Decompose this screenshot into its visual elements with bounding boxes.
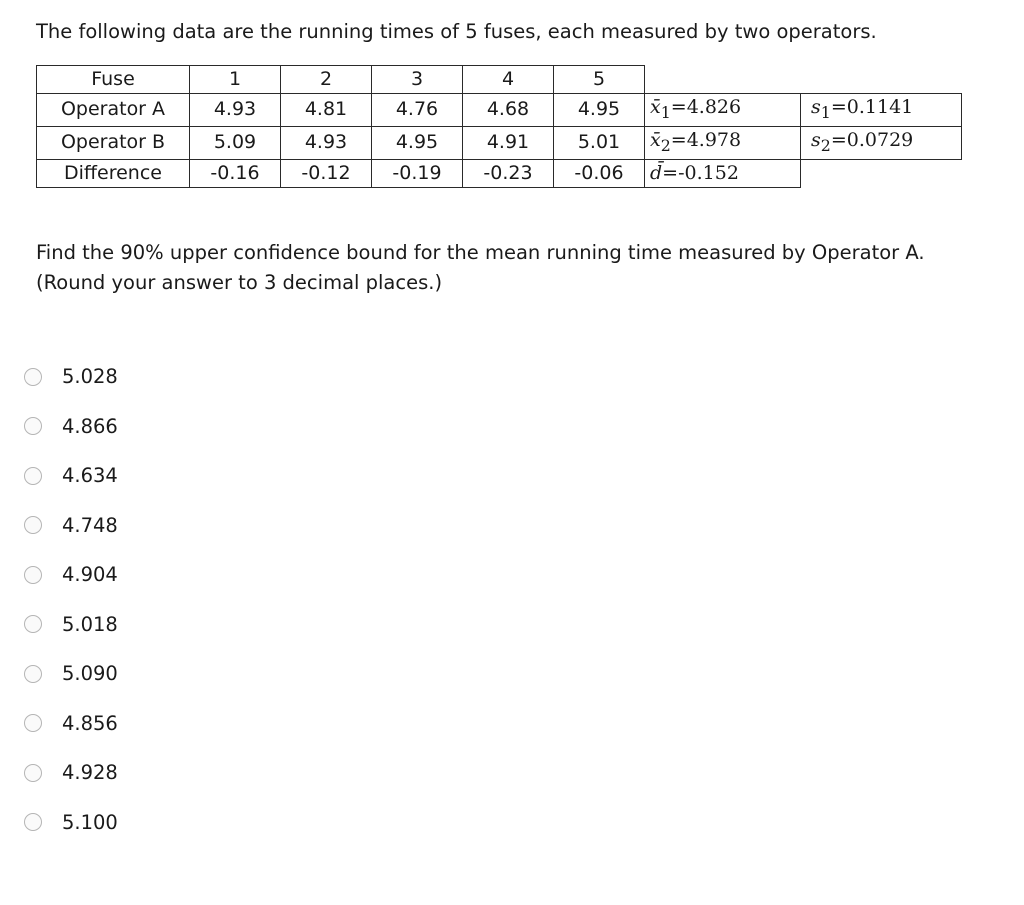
option-label[interactable]: 4.856 bbox=[62, 711, 118, 735]
option-label[interactable]: 5.100 bbox=[62, 810, 118, 834]
answer-option[interactable] bbox=[24, 402, 118, 452]
table-row-operator-a bbox=[37, 94, 962, 127]
table-cell: -0.12 bbox=[281, 159, 372, 187]
radio-button[interactable] bbox=[24, 665, 42, 683]
table-cell: 4.68 bbox=[463, 94, 554, 127]
intro-text: The following data are the running times of 5 fuses, each measured by two operators. bbox=[36, 20, 877, 43]
fuse-number: 3 bbox=[372, 66, 463, 94]
fuse-number: 2 bbox=[281, 66, 372, 94]
sd-operator-a: $s_1=0.1141$ bbox=[801, 94, 962, 127]
fuse-number: 4 bbox=[463, 66, 554, 94]
table-cell: -0.06 bbox=[554, 159, 645, 187]
option-label[interactable]: 4.866 bbox=[62, 414, 118, 438]
header-label: Fuse bbox=[37, 66, 190, 94]
mean-operator-a: $x̄_1=4.826$ bbox=[645, 94, 801, 127]
answer-option[interactable] bbox=[24, 600, 118, 650]
table-cell: 5.01 bbox=[554, 126, 645, 159]
table-cell: 4.76 bbox=[372, 94, 463, 127]
table-cell: 4.95 bbox=[554, 94, 645, 127]
row-label: Difference bbox=[37, 159, 190, 187]
answer-option[interactable] bbox=[24, 451, 118, 501]
radio-button[interactable] bbox=[24, 566, 42, 584]
answer-option[interactable] bbox=[24, 550, 118, 600]
question-text bbox=[36, 238, 925, 298]
answer-option[interactable] bbox=[24, 501, 118, 551]
table-cell: 5.09 bbox=[190, 126, 281, 159]
option-label[interactable]: 4.748 bbox=[62, 513, 118, 537]
answer-option[interactable] bbox=[24, 748, 118, 798]
table-cell: -0.19 bbox=[372, 159, 463, 187]
mean-operator-b: $x̄_2=4.978$ bbox=[645, 126, 801, 159]
table-cell: -0.23 bbox=[463, 159, 554, 187]
table-row-difference bbox=[37, 159, 962, 187]
radio-button[interactable] bbox=[24, 813, 42, 831]
option-label[interactable]: 5.018 bbox=[62, 612, 118, 636]
table-cell: 4.81 bbox=[281, 94, 372, 127]
question-line: Find the 90% upper confidence bound for the mean running time measured by Operator A. bbox=[36, 241, 925, 264]
table-cell: 4.93 bbox=[190, 94, 281, 127]
radio-button[interactable] bbox=[24, 516, 42, 534]
answer-option[interactable] bbox=[24, 798, 118, 848]
answer-options bbox=[24, 352, 118, 847]
row-label: Operator B bbox=[37, 126, 190, 159]
table-cell: 4.91 bbox=[463, 126, 554, 159]
table-cell: -0.16 bbox=[190, 159, 281, 187]
radio-button[interactable] bbox=[24, 615, 42, 633]
radio-button[interactable] bbox=[24, 368, 42, 386]
option-label[interactable]: 5.090 bbox=[62, 662, 118, 686]
option-label[interactable]: 4.904 bbox=[62, 563, 118, 587]
table-cell: 4.93 bbox=[281, 126, 372, 159]
option-label[interactable]: 4.928 bbox=[62, 761, 118, 785]
sd-operator-b: $s_2=0.0729$ bbox=[801, 126, 962, 159]
radio-button[interactable] bbox=[24, 417, 42, 435]
answer-option[interactable] bbox=[24, 699, 118, 749]
row-label: Operator A bbox=[37, 94, 190, 127]
fuse-number: 1 bbox=[190, 66, 281, 94]
option-label[interactable]: 5.028 bbox=[62, 365, 118, 389]
table-header-row bbox=[37, 66, 962, 94]
answer-option[interactable] bbox=[24, 649, 118, 699]
rounding-instruction: (Round your answer to 3 decimal places.) bbox=[36, 271, 443, 294]
radio-button[interactable] bbox=[24, 714, 42, 732]
answer-option[interactable] bbox=[24, 352, 118, 402]
option-label[interactable]: 4.634 bbox=[62, 464, 118, 488]
fuse-data-table bbox=[36, 65, 962, 188]
mean-difference: d̄=-0.152 bbox=[645, 159, 801, 187]
fuse-number: 5 bbox=[554, 66, 645, 94]
table-row-operator-b bbox=[37, 126, 962, 159]
table-cell: 4.95 bbox=[372, 126, 463, 159]
radio-button[interactable] bbox=[24, 467, 42, 485]
radio-button[interactable] bbox=[24, 764, 42, 782]
